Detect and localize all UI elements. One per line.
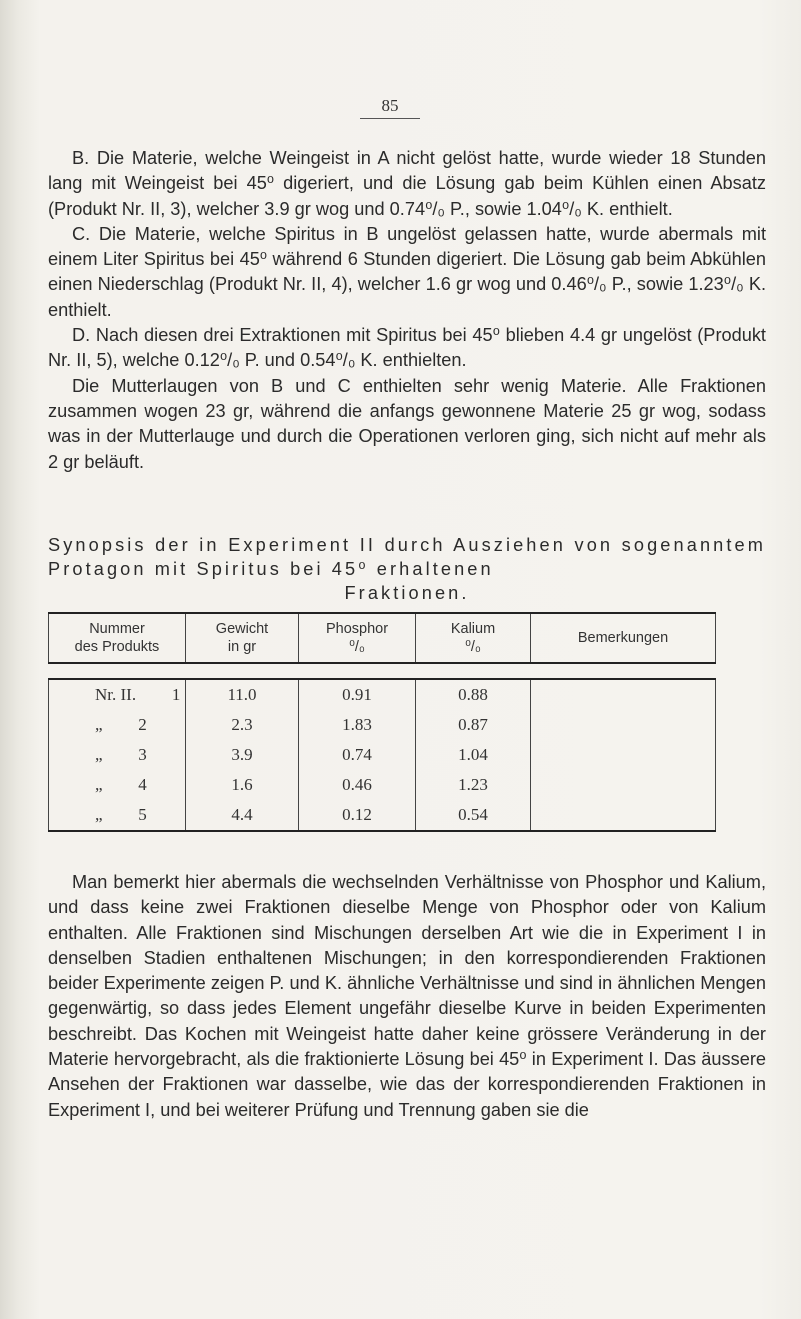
kalium-cell: 0.54 (416, 800, 531, 831)
phosphor-cell: 0.46 (299, 770, 416, 800)
remark-cell (531, 770, 716, 800)
weight-cell: 1.6 (186, 770, 299, 800)
top-text-block (48, 146, 766, 475)
caption-line-2: Fraktionen. (344, 583, 470, 603)
product-cell: „ 4 (49, 770, 186, 800)
remark-cell (531, 740, 716, 770)
table-row (49, 679, 716, 710)
bottom-text-block (48, 870, 766, 1123)
paragraph-d: D. Nach diesen drei Extraktionen mit Spiritus bei 45⁰ blieben 4.4 gr ungelöst (Produkt Nr. II, 5), welche 0.12⁰/₀ P. und 0.54⁰/₀ K. enthielten. (48, 325, 766, 371)
table-row (49, 770, 716, 800)
remark-cell (531, 710, 716, 740)
product-cell: „ 5 (49, 800, 186, 831)
paragraph-mutterlaugen: Die Mutterlaugen von B und C enthielten sehr wenig Materie. Alle Fraktionen zusammen wogen 23 gr, während die anfangs gewonnene Materie 25 gr wog, sodass was in der Mutterlauge und durch die Operationen verloren ging, sich nicht auf mehr als 2 gr beläuft. (48, 375, 766, 472)
caption-line-1: Synopsis der in Experiment II durch Ausziehen von sogenanntem Protagon mit Spiritus bei 45⁰ erhaltenen (48, 535, 766, 579)
fractions-table (48, 612, 716, 832)
product-cell: „ 3 (49, 740, 186, 770)
phosphor-cell: 0.12 (299, 800, 416, 831)
product-cell: „ 2 (49, 710, 186, 740)
remark-cell (531, 679, 716, 710)
table-header-row (49, 613, 716, 663)
weight-cell: 11.0 (186, 679, 299, 710)
header-remarks: Bemerkungen (531, 613, 716, 663)
header-product-number: Nummer des Produkts (49, 613, 186, 663)
page-number: 85 (360, 96, 420, 119)
phosphor-cell: 0.74 (299, 740, 416, 770)
table-row (49, 740, 716, 770)
table-row (49, 800, 716, 831)
weight-cell: 3.9 (186, 740, 299, 770)
phosphor-cell: 1.83 (299, 710, 416, 740)
weight-cell: 4.4 (186, 800, 299, 831)
table-row (49, 710, 716, 740)
remark-cell (531, 800, 716, 831)
kalium-cell: 1.23 (416, 770, 531, 800)
header-kalium: Kalium ⁰/₀ (416, 613, 531, 663)
paragraph-conclusion: Man bemerkt hier abermals die wechselnden Verhältnisse von Phosphor und Kalium, und dass keine zwei Fraktionen dieselbe Menge von Phosphor oder von Kalium enthalten. Alle Fraktionen sind Mischungen derselben Art wie die in Experiment I in denselben Stadien enthaltenen Mischungen; in den korrespondierenden Fraktionen beider Experimente zeigen P. und K. ähnliche Verhältnisse und sind in ähnlichen Mengen gegenwärtig, so dass jedes Element ungefähr dieselbe Kurve in beiden Experimenten beschreibt. Das Kochen mit Weingeist hatte daher keine grössere Veränderung in der Materie hervorgebracht, als die fraktionierte Lösung bei 45⁰ in Experiment I. Das äussere Ansehen der Fraktionen war dasselbe, wie das der korrespondierenden Fraktionen in Experiment I, und bei weiterer Prüfung und Trennung gaben sie die (48, 872, 766, 1120)
table-caption (48, 533, 766, 605)
header-phosphor: Phosphor ⁰/₀ (299, 613, 416, 663)
paragraph-c: C. Die Materie, welche Spiritus in B ungelöst gelassen hatte, wurde abermals mit einem Liter Spiritus bei 45⁰ während 6 Stunden digeriert. Die Lösung gab beim Abkühlen einen Niederschlag (Produkt Nr. II, 4), welcher 1.6 gr wog und 0.46⁰/₀ P., sowie 1.23⁰/₀ K. enthielt. (48, 223, 766, 320)
kalium-cell: 1.04 (416, 740, 531, 770)
paragraph-b: B. Die Materie, welche Weingeist in A nicht gelöst hatte, wurde wieder 18 Stunden lang mit Weingeist bei 45⁰ digeriert, und die Lösung gab beim Kühlen einen Absatz (Produkt Nr. II, 3), welcher 3.9 gr wog und 0.74⁰/₀ P., sowie 1.04⁰/₀ K. enthielt. (48, 148, 766, 219)
product-cell: Nr. II. 1 (49, 679, 186, 710)
header-weight: Gewicht in gr (186, 613, 299, 663)
phosphor-cell: 0.91 (299, 679, 416, 710)
kalium-cell: 0.87 (416, 710, 531, 740)
weight-cell: 2.3 (186, 710, 299, 740)
table-spacer (49, 663, 716, 679)
table-body (49, 679, 716, 831)
kalium-cell: 0.88 (416, 679, 531, 710)
